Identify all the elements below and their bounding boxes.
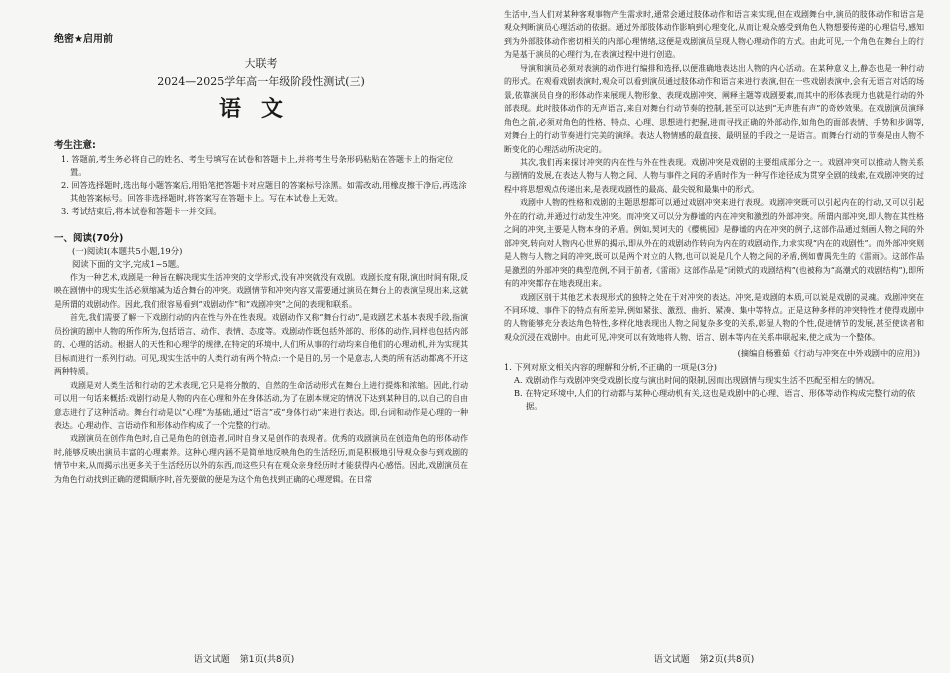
subsection-heading: (一)阅读Ⅰ(本题共5小题,19分): [72, 246, 183, 256]
notice-item: 3. 考试结束后,将本试卷和答题卡一并交回。: [61, 206, 222, 216]
footer-subject: 语文试题: [653, 655, 690, 665]
page-footer: [474, 652, 934, 665]
passage-paragraph: 戏剧演员在创作角色时,自己是角色的创造者,同时自身又是创作的表现者。优秀的戏剧演员在创造角色的形体动作时,能够反映出演员丰富的心理素养。这种心理内涵不是简单地反映角色的生活经历,而是积极地引导观众参与到戏剧的情节中来,从而揭示出更多关于生活经历以外的东西,而这些只有在观众亲身经历时才能获得内心感悟。因此,戏剧演员在为角色行动找到正确的逻辑顺序时,首先要做的便是为这个角色找到正确的心理逻辑。在日常: [54, 434, 468, 484]
secret-label: 绝密★启用前: [54, 34, 113, 45]
notice-title: 考生注意:: [54, 140, 96, 151]
section-heading: 一、阅读(70分): [54, 233, 124, 244]
passage-paragraph: 作为一种艺术,戏剧是一种旨在解决现实生活冲突的文学形式,没有冲突就没有戏剧。戏剧长度有限,演出时间有限,反映在剧情中的现实生活必须缩减为适合舞台的冲突。戏剧情节和冲突内容又需要通过演员在舞台上的表演呈现出来,这就是所谓的戏剧动作。因此,我们很容易看到“戏剧动作”和“戏剧冲突”之间的表现和联系。: [54, 273, 468, 309]
question-1: 1. 下列对原文相关内容的理解和分析,不正确的一项是(3分): [504, 362, 717, 373]
passage-paragraph: 导演和演员必须对表演的动作进行编排和选择,以便准确地表达出人物的内心活动。在某种意义上,静态也是一种行动的形式。在观看戏剧表演时,观众可以看到演员通过肢体动作和语言来进行表演,但在一些戏剧表演中,会有无语言对话的场景,依靠演员自身的形体动作来展现人物形象、表现戏剧冲突、阐释主题等戏剧要素,而其中的形体表现力也就是行动的外部表现。此时肢体动作的无声语言,来自对舞台行动节奏的控制,甚至可以达到“无声胜有声”的奇妙效果。在戏剧演员演绎角色之前,必须对角色的性格、特点、心理、思想进行把握,进而寻找正确的外部动作,如角色的面部表情、手势和步调等,对舞台上的行动节奏进行完美的演绎。表达人物情感的最直接、最明显的手段之一是语言。而舞台行动的节奏是由人物不断变化的心理活动所决定的。: [504, 63, 924, 154]
notice-item: 1. 答题前,考生务必将自己的姓名、考生号填写在试卷和答题卡上,并将考生号条形码粘贴在答题卡上的指定位置。: [61, 154, 454, 177]
question-option-b: B. 在特定环境中,人们的行动都与某种心理动机有关,这也是戏剧中的心理、语言、形体等动作构成完整行动的依据。: [514, 388, 916, 412]
exam-organizer: 大联考: [244, 57, 278, 70]
question-option-a: A. 戏剧动作与戏剧冲突受戏剧长度与演出时间的限制,因而出现剧情与现实生活不匹配至相左的情况。: [514, 375, 880, 386]
passage-paragraph: 戏剧中人物的性格和戏剧的主题思想都可以通过戏剧冲突来进行表现。戏剧冲突既可以引起内在的行动,又可以引起外在的行动,并通过行动发生冲突。而冲突又可以分为静谧的内在冲突和激烈的外部冲突。所谓内部冲突,即人物在其性格之间的冲突,主要是人物本身的矛盾。例如,契诃夫的《樱桃园》是静谧的内在冲突的例子,这部作品通过刻画人物之间的外部冲突,转向对人物内心世界的揭示,即从外在的戏剧动作转向为内在的戏剧动作,力求实现“内在的戏剧性”。而外部冲突则是人物与人物之间的冲突,既可以是两个对立的人物,也可以说是几个人物之间的矛盾,例如曹禺先生的《雷雨》。这部作品是激烈的外部冲突的典型范例,不同于前者,《雷雨》这部作品是“闭锁式的戏剧结构”(也被称为“高潮式的戏剧结构”),即所有的冲突都存在地表现出来。: [504, 198, 924, 289]
footer-page-number: 第1页(共8页): [239, 655, 295, 665]
passage-paragraph: 生活中,当人们对某种客观事物产生需求时,通常会通过肢体动作和语言来实现,但在戏剧舞台中,演员的肢体动作和语言是观众判断演员心理活动的依据。通过外部肢体动作影响到心理变化,从而让观众感受到角色人物想要传递的心理信号,感知到为外部肢体动作密切相关的内部心理情绪,这便是戏剧演员呈现人物心理动作的方式。由此可见,一个角色在舞台上的行为是基于演员的心理行为,在表演过程中进行创造。: [504, 10, 924, 60]
passage-paragraph: 首先,我们需要了解一下戏剧行动的内在性与外在性表现。戏剧动作又称“舞台行动”,是戏剧艺术基本表现手段,指演员扮演的剧中人物的所作所为,包括语言、动作、表情、态度等。戏剧动作既包括外部的、形体的动作,同样也包括内部的、心理的活动。根据人的天性和心理学的规律,在特定的环境中,人们所从事的行动均来自他们的心理动机,并为实现其目标而进行一系列行动。可见,现实生活中的人类行动有两个特点:一个是目的,另一个是意志,人类的所有活动都离不开这两种特质。: [54, 313, 468, 377]
passage-paragraph: 戏剧是对人类生活和行动的艺术表现,它只是将分散的、自然的生命活动形式在舞台上进行提炼和浓缩。因此,行动可以用一句话来概括:戏剧行动是人物的内在心理和外在身体活动,为了在剧本规定的情况下达到某种目的,以自己的自由意志进行了这种活动。舞台行动是以“心理”为基础,通过“语言”或“身体行动”来进行表达。即,台词和动作是心理的一种表达。心理动作、言语动作和形体动作构成了一个完整的行动。: [54, 380, 468, 430]
footer-subject: 语文试题: [193, 655, 230, 665]
passage-source: (摘编自杨雅茹《行动与冲突在中外戏剧中的应用》): [737, 348, 920, 359]
page-1: [14, 0, 474, 673]
reading-instruction: 阅读下面的文字,完成1~5题。: [72, 259, 185, 269]
subject-title: 语文: [218, 97, 303, 122]
footer-page-number: 第2页(共8页): [699, 655, 755, 665]
page-footer: [14, 652, 474, 665]
exam-title: 2024—2025学年高一年级阶段性测试(三): [157, 75, 365, 88]
passage-paragraph: 戏剧区别于其他艺术表现形式的独特之处在于对冲突的表达。冲突,是戏剧的本质,可以说是戏剧的灵魂。戏剧冲突在不同环境、事件下的特点有所差异,例如紧张、激烈、曲折、紧凑、集中等特点。正是这种多样的冲突特性才使得戏剧中的人物能够充分表达角色特性,多样化地表现出人物之间复杂多变的关系,彰显人物的个性,促进情节的发展,甚至使读者和观众沉浸在戏剧中。由此可见,冲突可以有效地将人物、语言、剧本等内在关系串联起来,使之成为一个整体。: [504, 292, 924, 342]
page-2: [474, 0, 934, 673]
notice-item: 2. 回答选择题时,选出每小题答案后,用铅笔把答题卡对应题目的答案标号涂黑。如需改动,用橡皮擦干净后,再选涂其他答案标号。回答非选择题时,将答案写在答题卡上。写在本试卷上无效。: [61, 180, 467, 203]
passage-paragraph: 其次,我们再来探讨冲突的内在性与外在性表现。戏剧冲突是戏剧的主要组成部分之一。戏剧冲突可以推动人物关系与剧情的发展,在表达人物与人物之间、人物与事件之间的矛盾时作为一种写作途径成为贯穿全剧的线索,在戏剧冲突的过程中将思想观点传递出来,是表现戏剧性的最高、最尖锐和最集中的形式。: [504, 157, 924, 194]
